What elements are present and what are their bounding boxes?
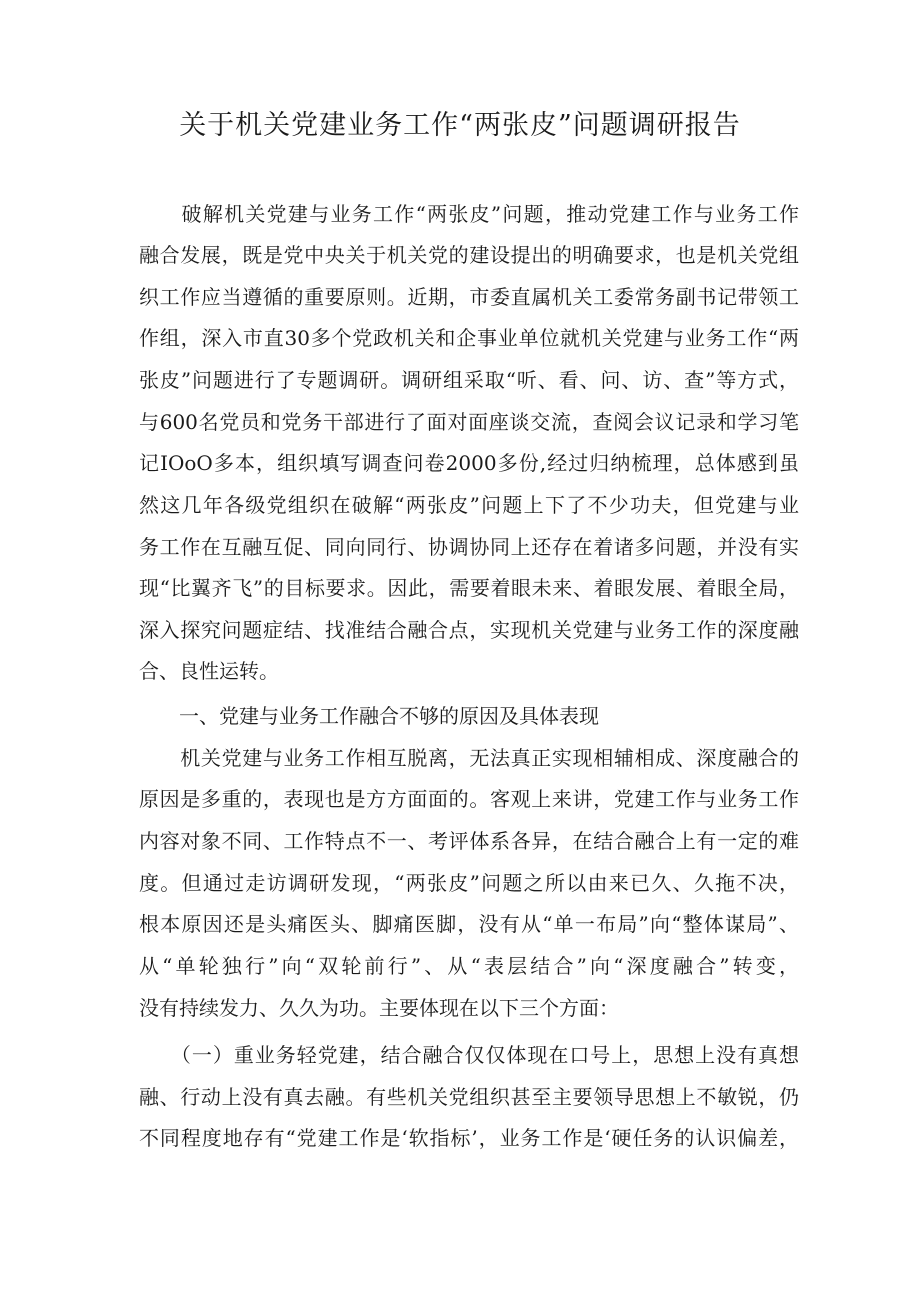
paragraph-line: 张皮”问题进行了专题调研。调研组采取“听、看、问、访、查”等方式， xyxy=(139,368,799,392)
paragraph-line: 与600名党员和党务干部进行了面对面座谈交流，查阅会议记录和学习笔 xyxy=(139,410,799,434)
paragraph-line: 没有持续发力、久久为功。主要体现在以下三个方面： xyxy=(139,996,619,1020)
paragraph-line: 合、良性运转。 xyxy=(139,659,279,683)
paragraph-line: 度。但通过走访调研发现，“两张皮”问题之所以由来已久、久拖不决， xyxy=(139,871,799,895)
paragraph-line: 记IOoO多本，组织填写调查问卷2000多份,经过归纳梳理，总体感到虽 xyxy=(139,451,799,475)
paragraph-line: 融、行动上没有真去融。有些机关党组织甚至主要领导思想上不敏锐，仍 xyxy=(139,1085,799,1109)
page-title: 关于机关党建业务工作“两张皮”问题调研报告 xyxy=(179,110,741,141)
paragraph-line: 深入探究问题症结、找准结合融合点，实现机关党建与业务工作的深度融 xyxy=(139,618,799,642)
paragraph-line: 内容对象不同、工作特点不一、考评体系各异，在结合融合上有一定的难 xyxy=(139,829,799,853)
paragraph-line: 原因是多重的，表现也是方方面面的。客观上来讲，党建工作与业务工作 xyxy=(139,787,799,811)
paragraph-line: 破解机关党建与业务工作“两张皮”问题，推动党建工作与业务工作 xyxy=(139,202,799,226)
section-heading: 一、党建与业务工作融合不够的原因及具体表现 xyxy=(139,704,599,728)
paragraph-line: 融合发展，既是党中央关于机关党的建设提出的明确要求，也是机关党组 xyxy=(139,243,799,267)
paragraph-line: （一）重业务轻党建，结合融合仅仅体现在口号上，思想上没有真想 xyxy=(139,1043,799,1067)
paragraph-line: 然这几年各级党组织在破解“两张皮”问题上下了不少功夫，但党建与业 xyxy=(139,493,799,517)
paragraph-line: 务工作在互融互促、同向同行、协调协同上还存在着诸多问题，并没有实 xyxy=(139,535,799,559)
paragraph-line: 现“比翼齐飞”的目标要求。因此，需要着眼未来、着眼发展、着眼全局， xyxy=(139,576,799,600)
paragraph-line: 织工作应当遵循的重要原则。近期，市委直属机关工委常务副书记带领工 xyxy=(139,285,799,309)
paragraph-line: 作组，深入市直30多个党政机关和企事业单位就机关党建与业务工作“两 xyxy=(139,326,799,350)
paragraph-line: 不同程度地存有“党建工作是‘软指标’，业务工作是‘硬任务的认识偏差， xyxy=(139,1126,799,1150)
paragraph-line: 从“单轮独行”向“双轮前行”、从“表层结合”向“深度融合”转变， xyxy=(139,954,799,978)
paragraph-line: 机关党建与业务工作相互脱离，无法真正实现相辅相成、深度融合的 xyxy=(139,746,799,770)
paragraph-line: 根本原因还是头痛医头、脚痛医脚，没有从“单一布局”向“整体谋局”、 xyxy=(139,912,799,936)
